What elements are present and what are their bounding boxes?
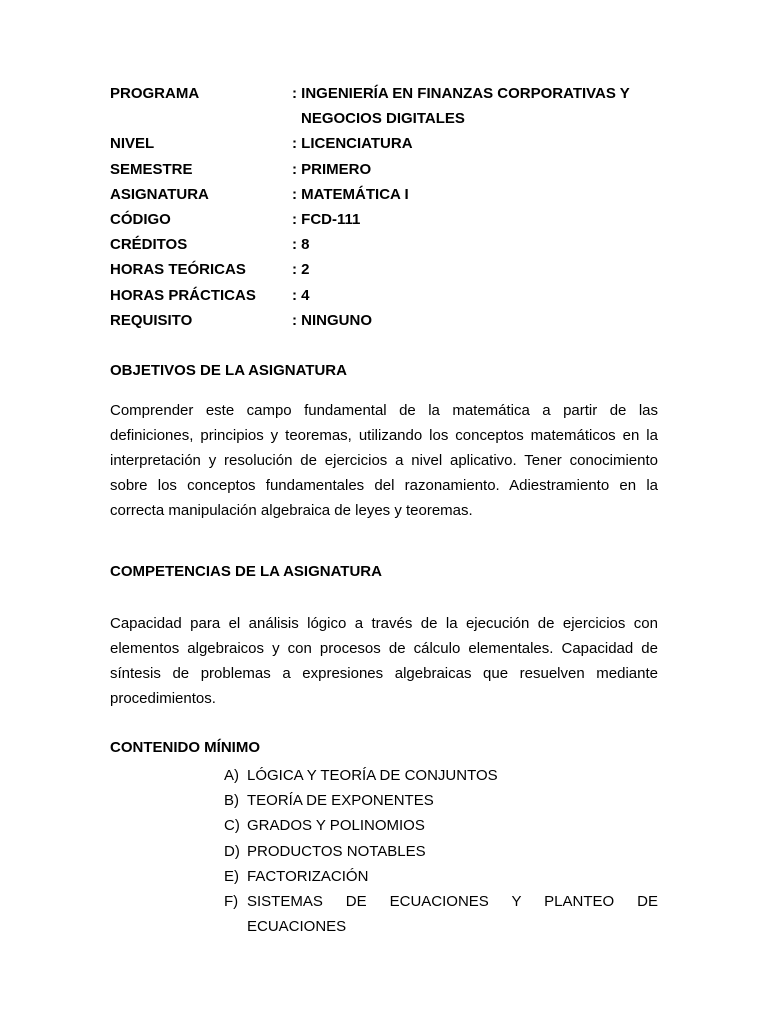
list-item-text: LÓGICA Y TEORÍA DE CONJUNTOS bbox=[247, 767, 498, 784]
field-value: : 2 bbox=[292, 261, 310, 279]
field-label: ASIGNATURA bbox=[110, 185, 209, 203]
list-item bbox=[224, 864, 658, 889]
list-item-text: FACTORIZACIÓN bbox=[247, 867, 369, 885]
list-item-letter: A) bbox=[224, 767, 239, 784]
field-value: : NINGUNO bbox=[292, 311, 372, 329]
field-codigo bbox=[110, 210, 670, 235]
field-value-line: : INGENIERÍA EN FINANZAS CORPORATIVAS Y bbox=[292, 85, 630, 102]
list-item bbox=[224, 763, 658, 788]
field-value: : FCD-111 bbox=[292, 210, 361, 228]
list-item bbox=[224, 788, 658, 813]
contenido-list bbox=[224, 763, 658, 939]
field-value bbox=[292, 84, 662, 129]
field-nivel bbox=[110, 134, 670, 159]
field-label: CÓDIGO bbox=[110, 210, 171, 228]
field-label: PROGRAMA bbox=[110, 85, 200, 102]
list-item-letter: D) bbox=[224, 842, 240, 860]
field-programa bbox=[110, 84, 670, 134]
objetivos-paragraph: Comprender este campo fundamental de la matemática a partir de las definiciones, principios y teoremas, utilizando los conceptos matemáticos en la interpretación y resolución de ejercicios a nivel aplicativo. Tener conocimiento sobre los conceptos fundamentales del razonamiento. Adiestramiento en la correcta manipulación algebraica de leyes y teoremas. bbox=[110, 402, 658, 519]
field-asignatura bbox=[110, 185, 670, 210]
list-item-text: GRADOS Y POLINOMIOS bbox=[247, 817, 425, 835]
field-value: : 8 bbox=[292, 236, 310, 254]
field-label: NIVEL bbox=[110, 135, 155, 153]
field-value: : 4 bbox=[292, 286, 310, 304]
list-item bbox=[224, 839, 658, 864]
field-label: REQUISITO bbox=[110, 311, 193, 329]
list-item-text: SISTEMAS DE ECUACIONES Y PLANTEO DE bbox=[247, 893, 658, 911]
field-label: CRÉDITOS bbox=[110, 236, 188, 254]
list-item-letter: E) bbox=[224, 867, 239, 885]
field-horas-practicas bbox=[110, 286, 670, 311]
list-item-text: PRODUCTOS NOTABLES bbox=[247, 842, 426, 860]
course-info-table bbox=[110, 84, 670, 336]
list-item bbox=[224, 889, 658, 939]
field-label: HORAS TEÓRICAS bbox=[110, 261, 246, 279]
contenido-heading: CONTENIDO MÍNIMO bbox=[110, 739, 260, 756]
objetivos-heading: OBJETIVOS DE LA ASIGNATURA bbox=[110, 362, 347, 379]
field-label: SEMESTRE bbox=[110, 160, 193, 178]
list-item-letter: B) bbox=[224, 792, 239, 810]
list-item-letter: C) bbox=[224, 817, 240, 835]
field-value: : PRIMERO bbox=[292, 160, 372, 178]
field-value-continuation: NEGOCIOS DIGITALES bbox=[301, 110, 465, 127]
list-item-letter: F) bbox=[224, 893, 239, 911]
field-label: HORAS PRÁCTICAS bbox=[110, 286, 256, 304]
field-semestre bbox=[110, 160, 670, 185]
list-item-text-continuation: ECUACIONES bbox=[247, 918, 347, 936]
field-value: : MATEMÁTICA I bbox=[292, 185, 409, 203]
field-creditos bbox=[110, 235, 670, 260]
competencias-paragraph: Capacidad para el análisis lógico a través de la ejecución de ejercicios con elementos algebraicos y con procesos de cálculo elementales. Capacidad de síntesis de problemas a expresiones algebraicas que resuelven mediante procedimientos. bbox=[110, 615, 658, 707]
field-horas-teoricas bbox=[110, 260, 670, 285]
competencias-heading: COMPETENCIAS DE LA ASIGNATURA bbox=[110, 563, 382, 580]
field-value: : LICENCIATURA bbox=[292, 135, 413, 153]
field-requisito bbox=[110, 311, 670, 336]
list-item bbox=[224, 813, 658, 838]
list-item-text: TEORÍA DE EXPONENTES bbox=[247, 792, 434, 810]
